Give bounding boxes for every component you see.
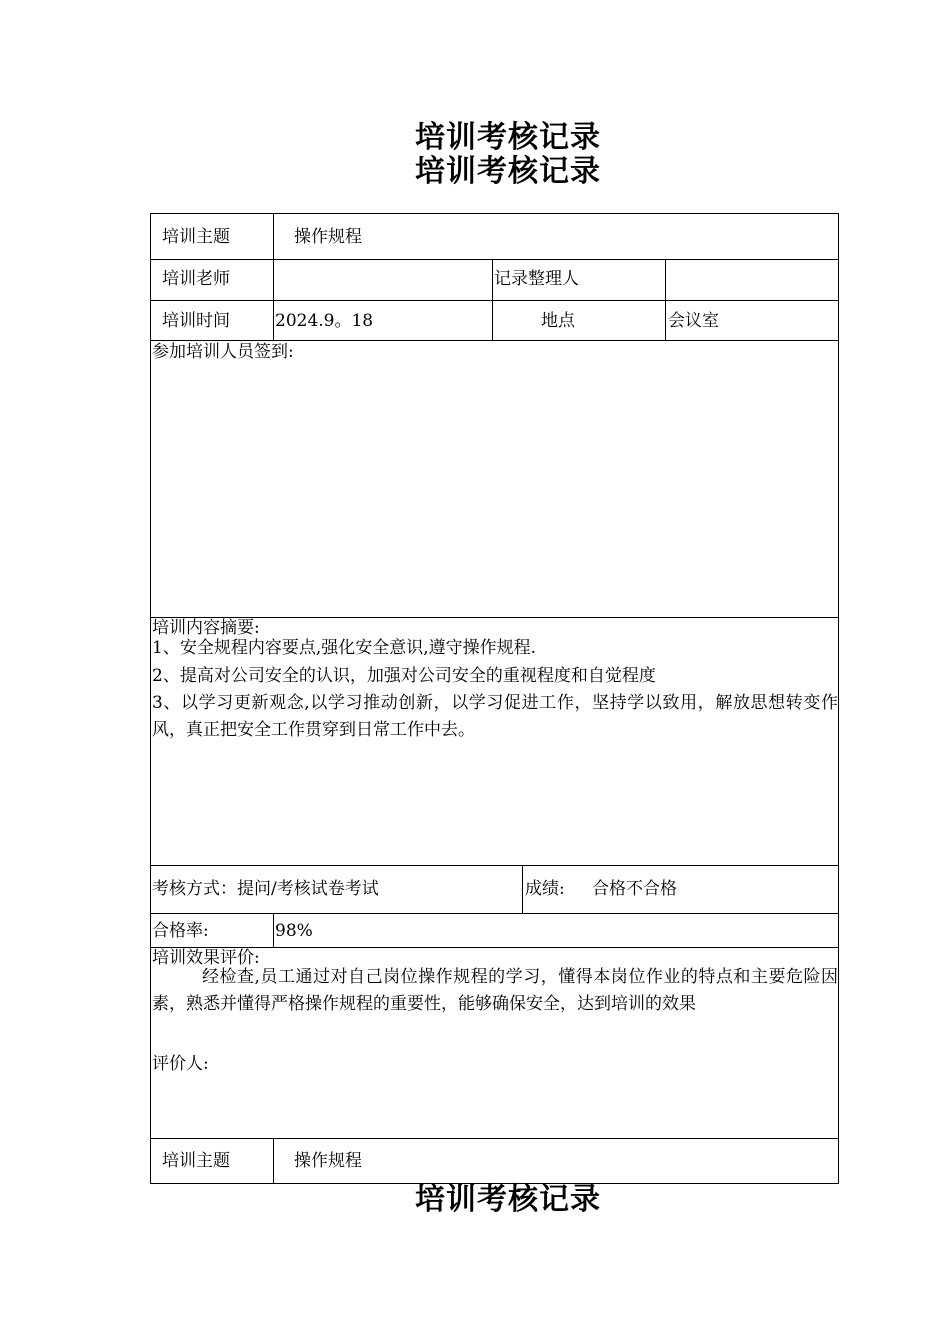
method-label: 考核方式：提问/考核试卷考试 [152, 879, 379, 899]
summary-label: 培训内容摘要: [152, 618, 260, 638]
score-cell [522, 865, 839, 914]
score-label: 成绩: [525, 879, 565, 899]
next-page-title: 培训考核记录 [415, 1182, 601, 1217]
recorder-label: 记录整理人 [494, 269, 579, 289]
passrate-value-cell [273, 913, 839, 948]
time-label: 培训时间 [162, 311, 230, 331]
signin-cell [150, 340, 839, 618]
signin-label: 参加培训人员签到: [152, 342, 294, 362]
place-label: 地点 [541, 311, 575, 331]
teacher-label: 培训老师 [162, 269, 230, 289]
score-value: 合格不合格 [592, 879, 677, 899]
page-title-repeat: 培训考核记录 [415, 154, 601, 189]
topic-value: 操作规程 [294, 227, 362, 247]
summary-line-3: 3、以学习更新观念,以学习推动创新，以学习促进工作，坚持学以致用，解放思想转变作风，真正把安全工作贯穿到日常工作中去。 [152, 693, 838, 740]
place-label-cell [492, 300, 666, 341]
evaluation-text: 经检查,员工通过对自己岗位操作规程的学习，懂得本岗位作业的特点和主要危险因素，熟悉并懂得严格操作规程的重要性，能够确保安全，达到培训的效果 [152, 967, 838, 1014]
summary-line-1: 1、安全规程内容要点,强化安全意识,遵守操作规程. [152, 638, 537, 658]
topic2-label: 培训主题 [162, 1151, 230, 1171]
teacher-value-cell [273, 259, 493, 301]
evaluator-label: 评价人: [152, 1054, 209, 1074]
passrate-value: 98% [275, 921, 313, 941]
recorder-value-cell [665, 259, 839, 301]
evaluation-label: 培训效果评价: [152, 948, 260, 968]
passrate-label: 合格率: [152, 921, 209, 941]
topic2-value: 操作规程 [294, 1151, 362, 1171]
page-title: 培训考核记录 [415, 120, 601, 155]
topic-label: 培训主题 [162, 227, 230, 247]
place-value: 会议室 [668, 311, 719, 331]
time-value: 2024.9。18 [275, 311, 374, 331]
summary-line-2: 2、提高对公司安全的认识，加强对公司安全的重视程度和自觉程度 [152, 666, 656, 686]
